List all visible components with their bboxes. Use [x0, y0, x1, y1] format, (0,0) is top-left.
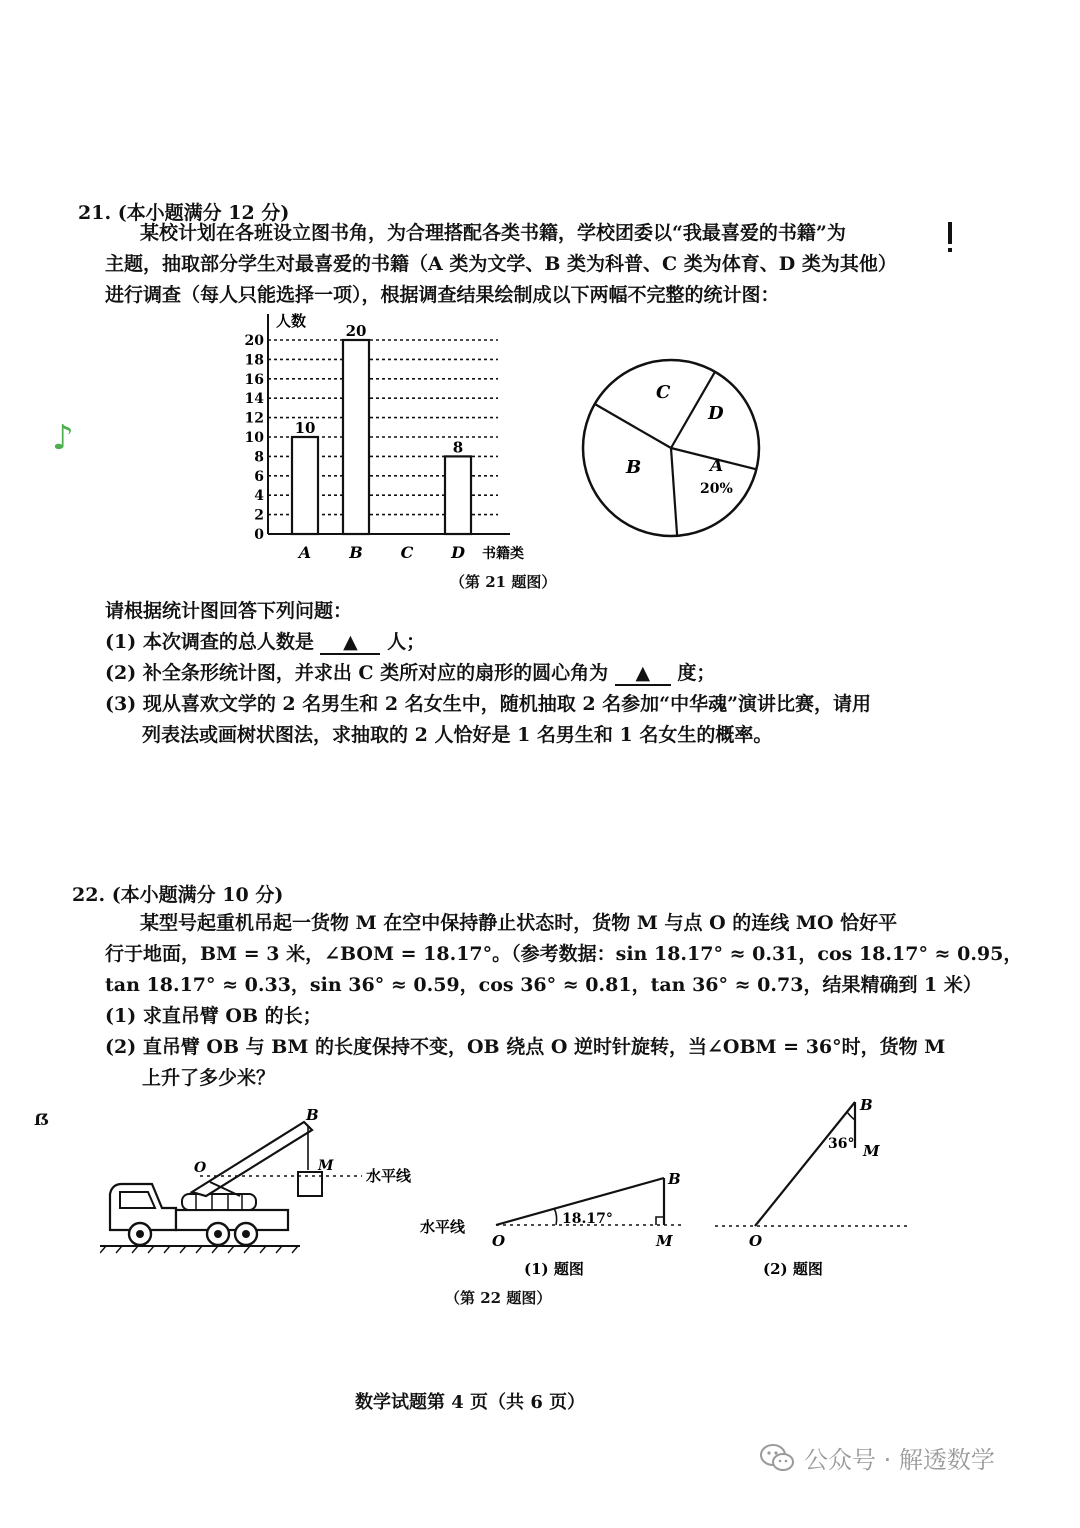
q21-score: (本小题满分 12 分) [117, 202, 290, 224]
fig2-label-b: B [860, 1096, 873, 1114]
q22-sub2-line-2: 上升了多少米？ [142, 1067, 276, 1089]
crane-label-m: M [318, 1158, 334, 1174]
q22-sub2-line-1: (2) 直吊臂 OB 与 BM 的长度保持不变，OB 绕点 O 逆时针旋转，当∠OBM = 36°时，货物 M [105, 1036, 946, 1058]
answer-blank-2[interactable]: ▲ [615, 662, 671, 686]
x-category-d: D [451, 543, 465, 562]
q21-sub1: (1) 本次调查的总人数是 ▲ 人； [105, 631, 426, 653]
q21-number: 21. [78, 202, 112, 224]
x-category-b: B [349, 543, 363, 562]
y-tick-label: 14 [244, 391, 264, 408]
y-tick-label: 6 [254, 468, 264, 485]
q22-stem-line-2: 行于地面，BM = 3 米，∠BOM = 18.17°。（参考数据：sin 18.17° ≈ 0.31，cos 18.17° ≈ 0.95， [105, 943, 1023, 965]
x-category-c: C [400, 543, 414, 562]
watermark-text: 公众号 · 解透数学 [804, 1446, 995, 1474]
bar-a [292, 437, 318, 534]
page-footer: 数学试题第 4 页（共 6 页） [355, 1392, 586, 1413]
margin-mark-dot [948, 248, 952, 252]
crane-label-b: B [306, 1106, 319, 1124]
bar-d [445, 456, 471, 534]
bar-chart-categories [297, 543, 465, 562]
music-note-icon: ♪ [52, 418, 74, 458]
margin-scribble: ẞ [34, 1110, 50, 1129]
bar-chart-xlabel: 书籍类 [482, 546, 524, 562]
fig21-caption: （第 21 题图） [450, 573, 557, 591]
q21-sub3-line-2: 列表法或画树状图法，求抽取的 2 人恰好是 1 名男生和 1 名女生的概率。 [142, 724, 773, 746]
bar-chart [238, 310, 538, 570]
q22-header [72, 880, 283, 907]
pie-chart [578, 355, 764, 541]
bar-b [343, 340, 369, 534]
divider-ab [671, 448, 677, 536]
bar-label-a: 10 [294, 419, 316, 437]
fig2-label-o: O [749, 1232, 763, 1250]
fig22-1 [420, 1160, 690, 1290]
y-tick-label: 2 [254, 507, 264, 524]
x-category-a: A [298, 543, 312, 562]
answer-blank-1[interactable]: ▲ [320, 631, 380, 655]
fig1-label-m: M [656, 1232, 673, 1250]
q21-header [78, 198, 289, 225]
q21-stem-line-1: 某校计划在各班设立图书角，为合理搭配各类书籍，学校团委以“我最喜爱的书籍”为 [140, 222, 846, 244]
y-tick-label: 18 [244, 352, 264, 369]
q21-stem-line-2: 主题，抽取部分学生对最喜爱的书籍（A 类为文学、B 类为科普、C 类为体育、D 类为其他） [105, 253, 897, 275]
fig1-caption: (1) 题图 [524, 1260, 584, 1278]
q21-stem-line-3: 进行调查（每人只能选择一项），根据调查结果绘制成以下两幅不完整的统计图： [105, 284, 780, 306]
q22-stem-line-1: 某型号起重机吊起一货物 M 在空中保持静止状态时，货物 M 与点 O 的连线 MO 恰好平 [140, 912, 898, 934]
fig2-label-m: M [863, 1142, 880, 1160]
fig1-label-o: O [492, 1232, 506, 1250]
y-tick-label: 0 [254, 527, 264, 543]
y-tick-label: 10 [244, 430, 264, 446]
y-tick-label: 12 [244, 410, 264, 427]
divider-bc [595, 404, 671, 448]
crane-label-o: O [194, 1160, 207, 1176]
bar-chart-y-ticks [245, 333, 265, 543]
bar-label-b: 20 [345, 322, 367, 340]
fig1-label-horizontal: 水平线 [420, 1218, 466, 1236]
fig2-caption: (2) 题图 [763, 1260, 823, 1278]
pie-label-a: A [710, 456, 724, 476]
y-tick-label: 4 [254, 488, 264, 505]
fig22-2 [715, 1090, 915, 1290]
watermark [760, 1440, 995, 1475]
y-tick-label: 8 [254, 449, 264, 466]
crane-illustration [100, 1100, 430, 1255]
y-tick-label: 16 [244, 371, 264, 388]
wechat-icon [760, 1443, 794, 1473]
fig1-angle: 18.17° [562, 1211, 613, 1227]
fig2-angle: 36° [828, 1136, 855, 1152]
q22-sub1: (1) 求直吊臂 OB 的长； [105, 1005, 322, 1027]
bar-chart-bars [292, 322, 471, 534]
crane-label-horizontal: 水平线 [366, 1167, 412, 1185]
pie-label-d: D [708, 403, 724, 424]
q22-score: (本小题满分 10 分) [111, 884, 284, 906]
bar-label-d: 8 [452, 438, 464, 457]
q21-prompt: 请根据统计图回答下列问题： [105, 600, 353, 622]
margin-mark [948, 222, 952, 244]
pie-label-b: B [626, 457, 642, 478]
fig1-label-b: B [668, 1170, 681, 1188]
fig22-caption: （第 22 题图） [445, 1289, 552, 1307]
q22-stem-line-3: tan 18.17° ≈ 0.33，sin 36° ≈ 0.59，cos 36° ≈ 0.81，tan 36° ≈ 0.73，结果精确到 1 米） [105, 974, 982, 996]
q22-number: 22. [72, 884, 106, 906]
y-tick-label: 20 [244, 333, 264, 349]
bar-chart-ylabel: 人数 [276, 312, 307, 330]
pie-value-a: 20% [700, 481, 733, 497]
pie-label-c: C [656, 382, 671, 403]
q21-sub2: (2) 补全条形统计图，并求出 C 类所对应的扇形的圆心角为 ▲ 度； [105, 662, 716, 684]
q21-sub3-line-1: (3) 现从喜欢文学的 2 名男生和 2 名女生中，随机抽取 2 名参加“中华魂”演讲比赛，请用 [105, 693, 872, 715]
